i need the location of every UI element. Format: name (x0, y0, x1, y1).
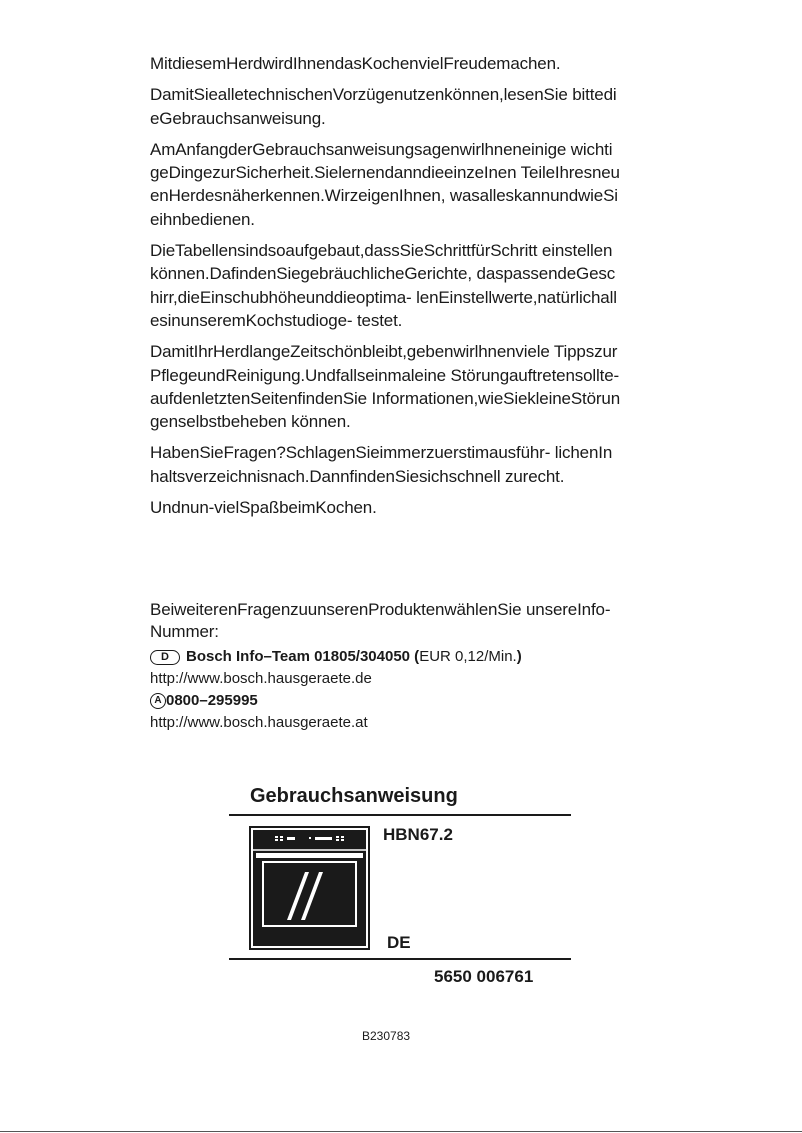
language-code: DE (387, 933, 411, 952)
intro-paragraph-3: AmAnfangderGebrauchsanweisungsagenwirlhneneinige wichtigeDingezurSicherheit.SielernendanndieeinzeInen TeileIhresneuenHerdesnäherkennen.WirzeigenIhnen, wasalleskannundwieSieihnbedienen. (150, 139, 620, 229)
intro-text-block (150, 52, 620, 527)
austria-website-link[interactable]: http://www.bosch.hausgeraete.at (150, 714, 368, 731)
germany-hotline-line (150, 646, 620, 668)
model-number: HBN67.2 (383, 825, 453, 844)
austria-hotline-number: 0800–295995 (166, 692, 258, 709)
germany-hotline-number: Bosch Info–Team 01805/304050 ( (186, 648, 420, 665)
manual-title: Gebrauchsanweisung (250, 785, 458, 807)
intro-paragraph-7: Undnun-vielSpaßbeimKochen. (150, 498, 377, 518)
contact-intro-text: BeiweiterenFragenzuunserenProduktenwählenSie unsereInfo-Nummer: (150, 600, 611, 641)
footer-code: B230783 (362, 1029, 411, 1043)
intro-paragraph-1: MitdiesemHerdwirdIhnendasKochenvielFreudemachen. (150, 54, 561, 73)
page-bottom-border (0, 1131, 802, 1132)
oven-icon (249, 826, 370, 950)
title-divider (229, 814, 571, 816)
intro-paragraph-5: DamitIhrHerdlangeZeitschönbleibt,gebenwirlhnenviele TippszurPflegeundReinigung.Undfallseinmaleine Störungauftretensollte-aufdenletztenSeitenfindenSie Informationen,wieSiekleineStörungenselbstbeheben können. (150, 342, 621, 432)
austria-country-icon: A (150, 693, 166, 709)
intro-paragraph-4: DieTabellensindsoaufgebaut,dassSieSchrittfürSchritt einstellenkönnen.DafindenSiegebräuchlicheGerichte, daspassendeGeschirr,dieEinschubhöheunddieoptima- lenEinstellwerte,natürlichallesinunseremKochstudioge- testet. (150, 241, 617, 330)
germany-hotline-rate: EUR 0,12/Min. (419, 648, 517, 665)
contact-info-block (150, 599, 620, 734)
model-divider (229, 958, 571, 960)
intro-paragraph-2: DamitSiealletechnischenVorzügenutzenkönnen,lesenSie bittedieGebrauchsanweisung. (150, 85, 617, 128)
intro-paragraph-6: HabenSieFragen?SchlagenSieimmerzuerstimausführ- lichenInhaltsverzeichnisnach.DannfindenSiesichschnell zurecht. (150, 443, 613, 486)
germany-hotline-close: ) (516, 648, 522, 665)
germany-website-link[interactable]: http://www.bosch.hausgeraete.de (150, 670, 372, 687)
germany-country-icon: D (150, 650, 180, 665)
part-number: 5650 006761 (434, 967, 534, 986)
austria-hotline-line (150, 690, 620, 712)
